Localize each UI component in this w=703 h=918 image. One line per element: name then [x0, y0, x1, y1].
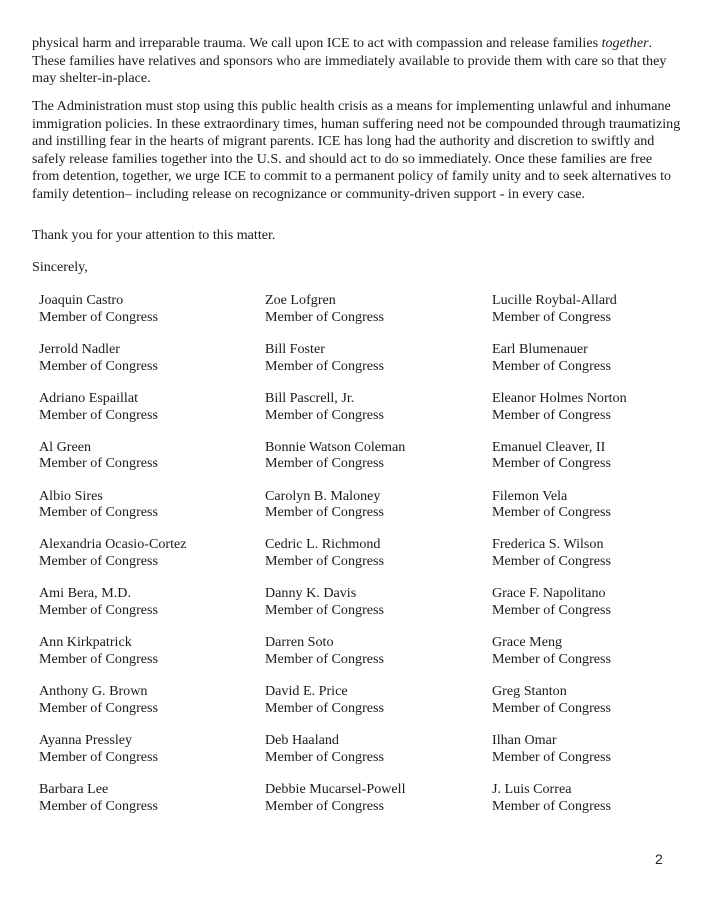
signatory-name: Bill Pascrell, Jr.	[265, 389, 355, 406]
signatory-name: Albio Sires	[39, 487, 103, 504]
signatory-title: Member of Congress	[39, 504, 158, 521]
thank-you-line: Thank you for your attention to this matter.	[32, 227, 276, 243]
page-number: 2	[655, 851, 663, 867]
signature-block	[39, 683, 259, 732]
paragraph-1-text-start: physical harm and irreparable trauma. We call upon ICE to act with compassion and release families	[32, 35, 602, 51]
signature-block	[39, 439, 259, 488]
signature-block	[265, 536, 485, 585]
signatory-name: Deb Haaland	[265, 732, 339, 749]
signatory-title: Member of Congress	[265, 651, 384, 668]
signature-block	[492, 781, 703, 830]
signature-block	[265, 390, 485, 439]
signature-block	[39, 341, 259, 390]
signatory-name: Debbie Mucarsel-Powell	[265, 780, 406, 797]
signature-block	[39, 732, 259, 781]
signatory-title: Member of Congress	[39, 602, 158, 619]
signature-column-1	[39, 292, 259, 830]
signature-block	[492, 292, 703, 341]
signature-block	[492, 390, 703, 439]
signatory-name: Ann Kirkpatrick	[39, 634, 132, 651]
signature-block	[265, 439, 485, 488]
signatory-title: Member of Congress	[265, 553, 384, 570]
signatory-name: Ilhan Omar	[492, 732, 557, 749]
signature-block	[492, 536, 703, 585]
signature-block	[39, 536, 259, 585]
signature-block	[39, 390, 259, 439]
signatory-title: Member of Congress	[39, 357, 158, 374]
signatory-name: Grace Meng	[492, 634, 563, 651]
signature-block	[265, 683, 485, 732]
signatory-title: Member of Congress	[265, 406, 384, 423]
signature-block	[492, 585, 703, 634]
signatory-title: Member of Congress	[39, 455, 158, 472]
signatory-name: Filemon Vela	[492, 487, 568, 504]
closing-line: Sincerely,	[32, 259, 88, 275]
signatory-name: Barbara Lee	[39, 780, 109, 797]
signature-block	[39, 585, 259, 634]
signatory-name: Emanuel Cleaver, II	[492, 438, 606, 455]
signatory-title: Member of Congress	[265, 455, 384, 472]
signatory-name: Bonnie Watson Coleman	[265, 438, 406, 455]
signature-column-3	[492, 292, 703, 830]
signature-block	[265, 488, 485, 537]
signature-block	[265, 292, 485, 341]
signature-block	[265, 634, 485, 683]
signatory-title: Member of Congress	[39, 651, 158, 668]
letter-paragraph-2: The Administration must stop using this public health crisis as a means for implementing unlawful and inhumane immigration policies. In these extraordinary times, human suffering need not be compounded through traumatizing and instilling fear in the hearts of migrant parents. ICE has long had the authority and discretion to swiftly and safely release families together into the U.S. and should act to do so immediately. Once these families are free from detention, together, we urge ICE to commit to a permanent policy of family unity and to seek alternatives to family detention– including release on recognizance or community-driven support - in every case.	[32, 98, 681, 202]
signatory-title: Member of Congress	[492, 308, 611, 325]
signature-block	[265, 781, 485, 830]
signatory-title: Member of Congress	[265, 357, 384, 374]
signature-block	[492, 488, 703, 537]
signatory-title: Member of Congress	[492, 699, 611, 716]
signatory-name: Grace F. Napolitano	[492, 585, 606, 602]
signature-block	[492, 683, 703, 732]
signature-block	[265, 585, 485, 634]
signatory-title: Member of Congress	[492, 651, 611, 668]
signatory-name: Frederica S. Wilson	[492, 536, 604, 553]
signatory-title: Member of Congress	[492, 406, 611, 423]
signatory-name: Al Green	[39, 438, 92, 455]
signatory-title: Member of Congress	[39, 699, 158, 716]
signatory-name: Zoe Lofgren	[265, 292, 336, 308]
signatory-name: Ayanna Pressley	[39, 732, 133, 749]
signatory-title: Member of Congress	[492, 455, 611, 472]
signatory-title: Member of Congress	[265, 797, 384, 814]
signatory-name: J. Luis Correa	[492, 780, 572, 797]
signatory-name: Earl Blumenauer	[492, 340, 588, 357]
signature-column-2	[265, 292, 485, 830]
signatory-title: Member of Congress	[492, 602, 611, 619]
signature-block	[492, 634, 703, 683]
signatory-title: Member of Congress	[265, 308, 384, 325]
signatory-name: David E. Price	[265, 683, 348, 700]
signature-block	[492, 341, 703, 390]
signatory-title: Member of Congress	[492, 553, 611, 570]
signatory-name: Cedric L. Richmond	[265, 536, 381, 553]
signature-block	[39, 634, 259, 683]
signatory-name: Eleanor Holmes Norton	[492, 389, 627, 406]
signatory-title: Member of Congress	[492, 748, 611, 765]
signatory-title: Member of Congress	[265, 602, 384, 619]
paragraph-1-emphasis: together	[601, 35, 649, 51]
letter-paragraph-1	[32, 35, 682, 88]
signature-block	[265, 341, 485, 390]
signatory-title: Member of Congress	[492, 504, 611, 521]
signatory-title: Member of Congress	[265, 699, 384, 716]
signature-block	[265, 732, 485, 781]
signatory-title: Member of Congress	[492, 357, 611, 374]
signatory-name: Lucille Roybal-Allard	[492, 292, 617, 308]
signatory-name: Anthony G. Brown	[39, 683, 148, 700]
signatory-name: Darren Soto	[265, 634, 334, 651]
signature-block	[39, 292, 259, 341]
signatory-name: Carolyn B. Maloney	[265, 487, 381, 504]
signatory-title: Member of Congress	[39, 308, 158, 325]
signatory-title: Member of Congress	[265, 504, 384, 521]
signature-block	[492, 439, 703, 488]
signatory-name: Joaquin Castro	[39, 292, 124, 308]
signatory-title: Member of Congress	[39, 553, 158, 570]
signatory-name: Greg Stanton	[492, 683, 567, 700]
signatory-title: Member of Congress	[39, 748, 158, 765]
signatory-name: Ami Bera, M.D.	[39, 585, 131, 602]
signatory-name: Jerrold Nadler	[39, 340, 121, 357]
signatory-name: Alexandria Ocasio-Cortez	[39, 536, 187, 553]
signatory-title: Member of Congress	[492, 797, 611, 814]
signatory-name: Bill Foster	[265, 340, 325, 357]
signatory-title: Member of Congress	[39, 797, 158, 814]
signatory-title: Member of Congress	[39, 406, 158, 423]
signatory-name: Danny K. Davis	[265, 585, 357, 602]
signature-block	[39, 781, 259, 830]
signature-block	[39, 488, 259, 537]
signature-block	[492, 732, 703, 781]
signatory-title: Member of Congress	[265, 748, 384, 765]
signatory-name: Adriano Espaillat	[39, 389, 139, 406]
paragraph-1-text-end: . These families have relatives and sponsors who are immediately available to provide them with care so that they may shelter-in-place.	[32, 35, 667, 86]
